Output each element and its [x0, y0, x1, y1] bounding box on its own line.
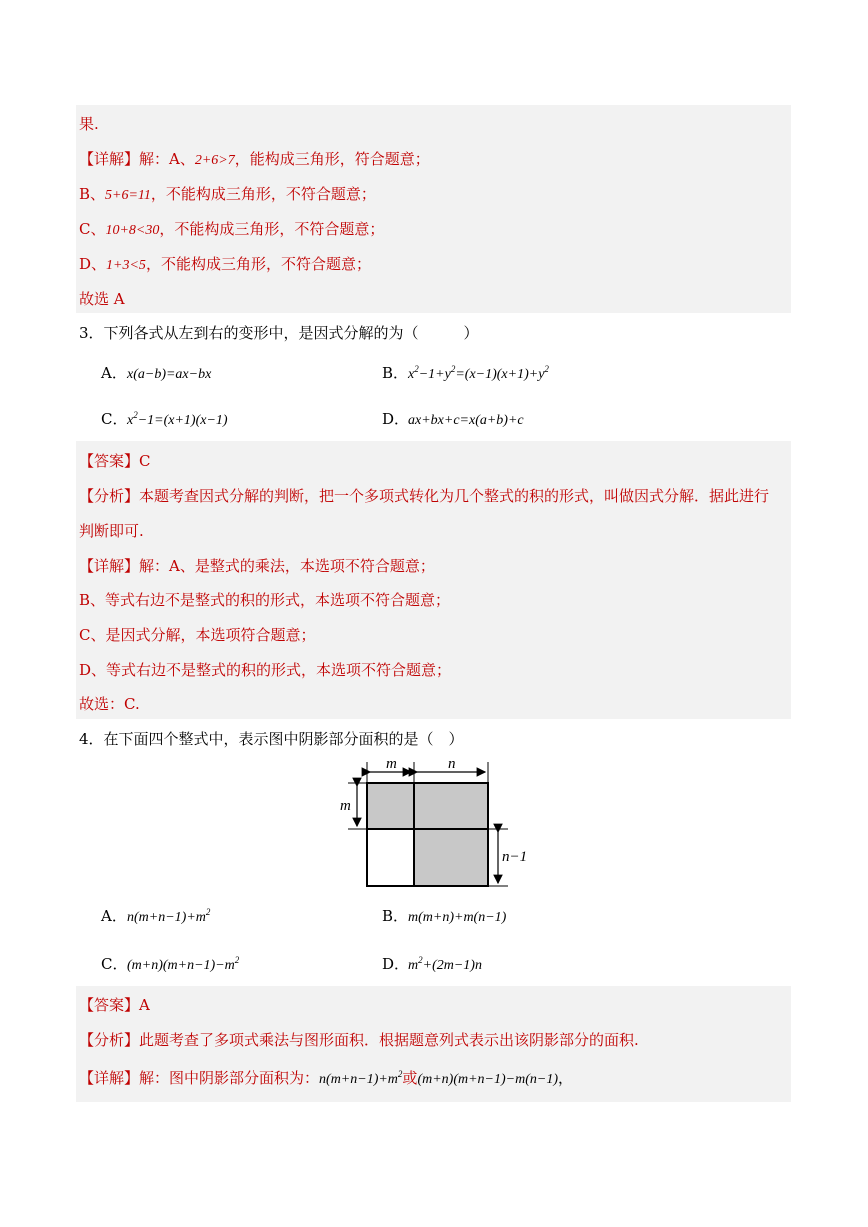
- answer-tag: 【答案】: [79, 996, 140, 1014]
- analysis-text: 此题考查了多项式乘法与图形面积．根据题意列式表示出该阴影部分的面积.: [139, 1031, 639, 1049]
- analysis-text: 本题考查因式分解的判断，把一个多项式转化为几个整式的积的形式，叫做因式分解．据此进行: [139, 487, 770, 505]
- detail-text: ，不能构成三角形，不符合题意；: [145, 255, 371, 273]
- detail-text: ，: [557, 1069, 573, 1087]
- detail-line: C、是因式分解，本选项符合题意；: [79, 626, 316, 644]
- detail-line: B、等式右边不是整式的积的形式，本选项不符合题意；: [79, 591, 451, 609]
- question-3-stem: 3．下列各式从左到右的变形中，是因式分解的为（ ）: [79, 324, 479, 342]
- answer-line: [79, 995, 150, 1015]
- exponent: 2: [544, 364, 549, 374]
- math-expression: 2+6>7: [194, 153, 235, 168]
- detail-text: 解：A、是整式的乘法，本选项不符合题意；: [139, 557, 435, 575]
- detail-text: ，能构成三角形，符合题意；: [234, 150, 430, 168]
- option-label: A．: [101, 364, 127, 382]
- q3-option-c: [101, 409, 228, 431]
- detail-tag: 【详解】: [79, 150, 140, 168]
- q4-option-c: [101, 954, 239, 976]
- detail-text: 解：A、: [139, 150, 195, 168]
- analysis-line: [79, 1030, 639, 1050]
- answer-line: [79, 451, 151, 471]
- detail-conclusion: 故选：C.: [79, 695, 140, 713]
- detail-text: ，不能构成三角形，不符合题意；: [150, 185, 376, 203]
- option-expression: [127, 410, 228, 428]
- q3-option-d: [382, 409, 524, 431]
- analysis-line: 判断即可.: [79, 522, 144, 540]
- option-label: B．: [382, 907, 409, 925]
- detail-tag: 【详解】: [79, 1069, 140, 1087]
- math-expression: 10+8<30: [105, 223, 160, 238]
- answer-value: A: [139, 996, 150, 1014]
- label-n-minus-1-right: n−1: [502, 849, 528, 865]
- detail-text: B、: [79, 185, 106, 203]
- solution-detail-line: [79, 149, 430, 171]
- detail-text: C、: [79, 220, 106, 238]
- exponent: 2: [450, 364, 456, 374]
- question-4-stem: 4．在下面四个整式中，表示图中阴影部分面积的是（ ）: [79, 730, 464, 748]
- math-expression: [319, 1069, 403, 1087]
- label-m-top: m: [386, 756, 397, 772]
- option-expression: ax+bx+c=x(a+b)+c: [408, 413, 524, 428]
- option-label: D．: [382, 955, 410, 973]
- analysis-tag: 【分析】: [79, 487, 140, 505]
- exponent: 2: [397, 1069, 403, 1079]
- expr-part: n(m+n−1)+m: [127, 910, 206, 925]
- area-figure: [330, 752, 540, 892]
- math-expression: 5+6=11: [105, 188, 151, 203]
- option-expression: [408, 364, 549, 382]
- q4-option-d: [382, 954, 482, 976]
- q3-option-b: [382, 363, 549, 385]
- answer-value: C: [139, 452, 151, 470]
- option-expression: m(m+n)+m(n−1): [408, 910, 507, 925]
- solution-box-q2: [76, 105, 791, 313]
- shaded-region: [414, 783, 488, 829]
- label-m-left: m: [340, 798, 351, 814]
- option-label: A．: [101, 907, 127, 925]
- detail-text: D、: [79, 255, 107, 273]
- exponent: 2: [234, 955, 240, 965]
- expr-part: (m+n)(m+n−1)−m: [127, 958, 235, 973]
- math-expression: 1+3<5: [106, 258, 146, 273]
- expr-part: +(2m−1)n: [422, 958, 482, 973]
- solution-detail-line: [79, 254, 371, 276]
- math-expression: (m+n)(m+n−1)−m(n−1): [417, 1072, 558, 1087]
- solution-detail-line: [79, 219, 384, 241]
- exponent: 2: [414, 364, 419, 374]
- exponent: 2: [205, 907, 211, 917]
- detail-line: [79, 556, 435, 576]
- shaded-region: [367, 783, 414, 829]
- solution-detail-line: [79, 184, 376, 206]
- detail-text: 或: [402, 1069, 418, 1087]
- detail-text: 解：图中阴影部分面积为：: [139, 1069, 320, 1087]
- detail-tag: 【详解】: [79, 557, 140, 575]
- option-expression: [127, 907, 211, 925]
- option-label: C．: [101, 410, 128, 428]
- solution-line: 果.: [79, 115, 99, 133]
- detail-line: [79, 1068, 573, 1090]
- solution-conclusion: 故选 A: [79, 290, 125, 308]
- detail-text: ，不能构成三角形，不符合题意；: [159, 220, 385, 238]
- exponent: 2: [418, 955, 423, 965]
- exponent: 2: [133, 410, 138, 420]
- expr-part: x: [127, 413, 134, 428]
- expr-part: n(m+n−1)+m: [319, 1072, 398, 1087]
- answer-tag: 【答案】: [79, 452, 140, 470]
- option-label: B．: [382, 364, 409, 382]
- label-n-top: n: [448, 756, 456, 772]
- option-label: C．: [101, 955, 128, 973]
- analysis-line: [79, 486, 769, 506]
- detail-line: D、等式右边不是整式的积的形式，本选项不符合题意；: [79, 661, 452, 679]
- option-expression: [127, 955, 240, 973]
- expr-part: −1=(x+1)(x−1): [137, 413, 228, 428]
- q3-option-a: [101, 363, 211, 385]
- expr-part: =(x−1)(x+1)+y: [455, 367, 545, 382]
- expr-part: x: [408, 367, 415, 382]
- analysis-tag: 【分析】: [79, 1031, 140, 1049]
- expr-part: m: [408, 958, 419, 973]
- q4-option-a: [101, 906, 210, 928]
- option-label: D．: [382, 410, 410, 428]
- shaded-region: [414, 829, 488, 886]
- q4-option-b: [382, 906, 506, 928]
- option-expression: x(a−b)=ax−bx: [127, 367, 212, 382]
- expr-part: −1+y: [418, 367, 451, 382]
- option-expression: [408, 955, 482, 973]
